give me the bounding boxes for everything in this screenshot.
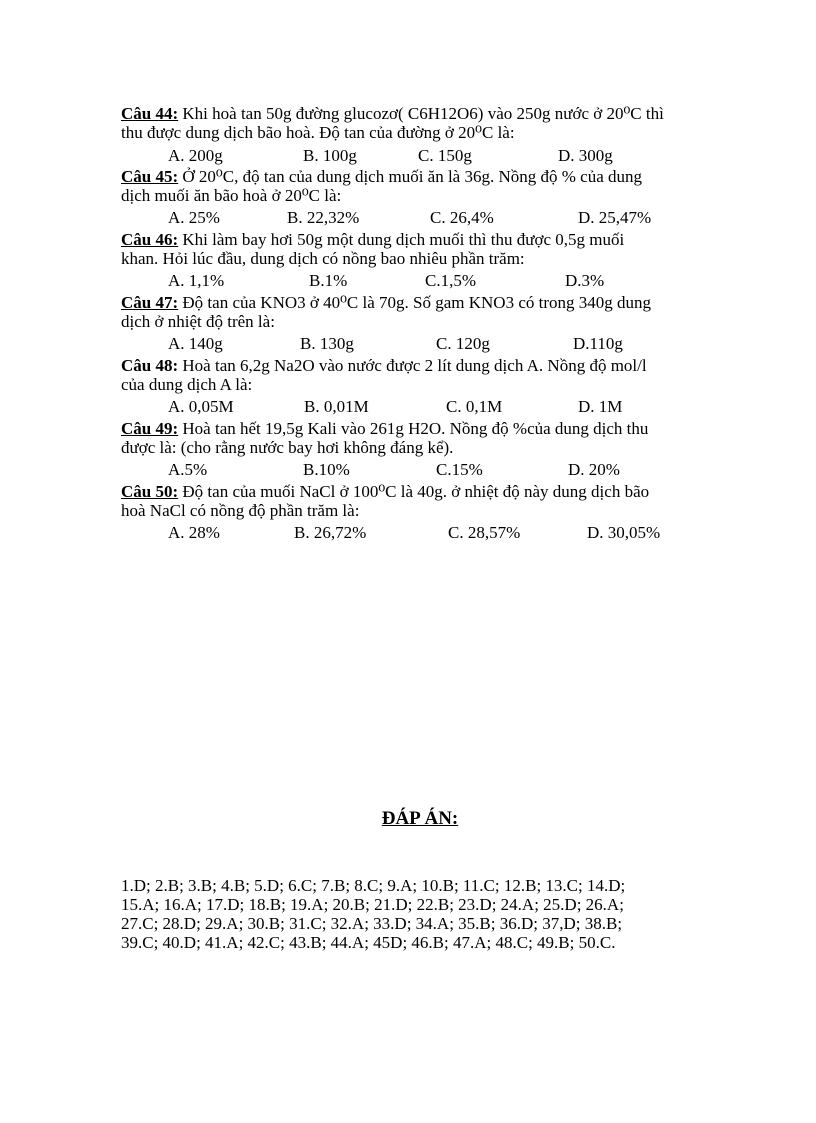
option-b: B. 100g xyxy=(303,146,357,165)
option-c: C.15% xyxy=(436,460,483,479)
question-text-line1: Hoà tan 6,2g Na2O vào nước được 2 lít dung dịch A. Nồng độ mol/l xyxy=(182,356,647,375)
answer-line: 1.D; 2.B; 3.B; 4.B; 5.D; 6.C; 7.B; 8.C; 9.A; 10.B; 11.C; 12.B; 13.C; 14.D; xyxy=(121,876,626,895)
question-label: Câu 48: xyxy=(121,356,179,375)
question-text-line2: dịch muối ăn bão hoà ở 20⁰C là: xyxy=(121,186,342,205)
option-c: C. 0,1M xyxy=(446,397,503,416)
option-d: D. 25,47% xyxy=(578,208,652,227)
question-text-line2: được là: (cho rằng nước bay hơi không đáng kể). xyxy=(121,438,454,457)
question-text-line2: của dung dịch A là: xyxy=(121,375,253,394)
question-label: Câu 49: xyxy=(121,419,179,438)
question-label: Câu 47: xyxy=(121,293,179,312)
question-48 xyxy=(121,356,711,394)
question-47 xyxy=(121,293,711,331)
option-d: D. 20% xyxy=(568,460,620,479)
question-text-line1: Độ tan của muối NaCl ở 100⁰C là 40g. ở nhiệt độ này dung dịch bão xyxy=(182,482,650,501)
question-text-line1: Khi làm bay hơi 50g một dung dịch muối thì thu được 0,5g muối xyxy=(182,230,625,249)
answer-line: 27.C; 28.D; 29.A; 30.B; 31.C; 32.A; 33.D; 34.A; 35.B; 36.D; 37,D; 38.B; xyxy=(121,914,623,933)
option-a: A. 200g xyxy=(168,146,223,165)
question-text-line1: Ở 20⁰C, độ tan của dung dịch muối ăn là 36g. Nồng độ % của dung xyxy=(182,167,643,186)
option-d: D. 300g xyxy=(558,146,613,165)
question-text-line2: thu được dung dịch bão hoà. Độ tan của đường ở 20⁰C là: xyxy=(121,123,515,142)
question-label: Câu 45: xyxy=(121,167,179,186)
option-d: D.110g xyxy=(573,334,623,353)
option-a: A.5% xyxy=(168,460,208,479)
option-a: A. 140g xyxy=(168,334,223,353)
question-text-line1: Độ tan của KNO3 ở 40⁰C là 70g. Số gam KNO3 có trong 340g dung xyxy=(182,293,652,312)
question-text-line2: khan. Hỏi lúc đầu, dung dịch có nồng bao nhiêu phần trăm: xyxy=(121,249,525,268)
option-b: B. 22,32% xyxy=(287,208,360,227)
question-text-line2: hoà NaCl có nồng độ phần trăm là: xyxy=(121,501,360,520)
answer-line: 39.C; 40.D; 41.A; 42.C; 43.B; 44.A; 45D; 46.B; 47.A; 48.C; 49.B; 50.C. xyxy=(121,933,616,952)
question-49 xyxy=(121,419,711,457)
option-a: A. 1,1% xyxy=(168,271,225,290)
option-a: A. 25% xyxy=(168,208,220,227)
question-text-line2: dịch ở nhiệt độ trên là: xyxy=(121,312,275,331)
question-label: Câu 50: xyxy=(121,482,179,501)
option-b: B.10% xyxy=(303,460,350,479)
question-text-line1: Khi hoà tan 50g đường glucozơ( C6H12O6) vào 250g nước ở 20⁰C thì xyxy=(182,104,664,123)
option-c: C.1,5% xyxy=(425,271,476,290)
option-b: B. 130g xyxy=(300,334,354,353)
option-c: C. 28,57% xyxy=(448,523,521,542)
option-d: D. 1M xyxy=(578,397,623,416)
question-45 xyxy=(121,167,711,205)
answer-key xyxy=(121,876,711,952)
option-b: B.1% xyxy=(309,271,348,290)
option-c: C. 26,4% xyxy=(430,208,494,227)
option-d: D.3% xyxy=(565,271,605,290)
option-b: B. 0,01M xyxy=(304,397,369,416)
option-c: C. 150g xyxy=(418,146,472,165)
option-a: A. 0,05M xyxy=(168,397,234,416)
question-label: Câu 44: xyxy=(121,104,179,123)
answer-line: 15.A; 16.A; 17.D; 18.B; 19.A; 20.B; 21.D; 22.B; 23.D; 24.A; 25.D; 26.A; xyxy=(121,895,624,914)
option-d: D. 30,05% xyxy=(587,523,661,542)
question-text-line1: Hoà tan hết 19,5g Kali vào 261g H2O. Nồng độ %của dung dịch thu xyxy=(182,419,649,438)
option-b: B. 26,72% xyxy=(294,523,367,542)
answers-title: ĐÁP ÁN: xyxy=(381,808,459,829)
question-44 xyxy=(121,104,711,142)
question-50 xyxy=(121,482,711,520)
option-a: A. 28% xyxy=(168,523,220,542)
option-c: C. 120g xyxy=(436,334,490,353)
question-label: Câu 46: xyxy=(121,230,179,249)
question-46 xyxy=(121,230,711,268)
